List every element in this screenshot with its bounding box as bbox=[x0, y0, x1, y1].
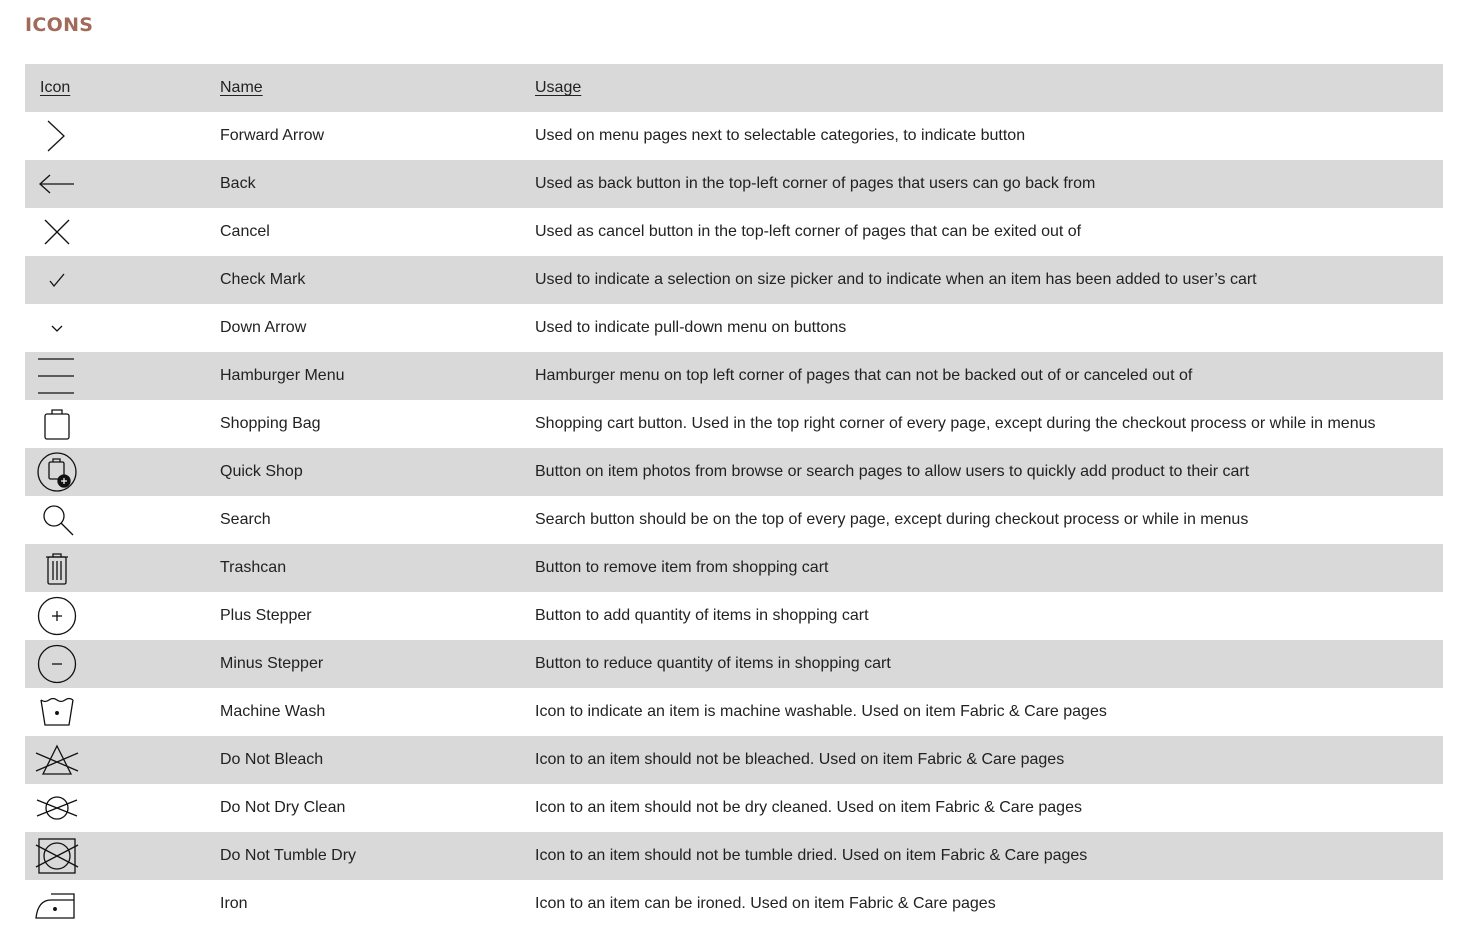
icon-usage: Button to reduce quantity of items in shopping cart bbox=[535, 655, 891, 672]
table-row bbox=[25, 352, 1443, 400]
icon-name: Cancel bbox=[220, 223, 270, 240]
icon-name: Do Not Bleach bbox=[220, 751, 324, 768]
do-not-bleach-icon bbox=[33, 740, 81, 780]
minus-stepper-icon bbox=[33, 644, 81, 684]
search-icon bbox=[33, 500, 81, 540]
icon-usage: Search button should be on the top of every page, except during checkout process or while in menus bbox=[535, 511, 1249, 528]
icon-name: Forward Arrow bbox=[220, 127, 325, 144]
icon-name: Down Arrow bbox=[220, 319, 307, 336]
icon-name: Check Mark bbox=[220, 271, 306, 288]
icon-name: Do Not Tumble Dry bbox=[220, 847, 357, 864]
table-row bbox=[25, 736, 1443, 784]
table-row bbox=[25, 208, 1443, 256]
icon-name: Back bbox=[220, 175, 256, 192]
icons-table bbox=[25, 64, 1443, 928]
table-row bbox=[25, 400, 1443, 448]
table-row bbox=[25, 496, 1443, 544]
icon-usage: Used as back button in the top-left corner of pages that users can go back from bbox=[535, 175, 1096, 192]
icon-usage: Icon to indicate an item is machine washable. Used on item Fabric & Care pages bbox=[535, 703, 1107, 720]
plus-stepper-icon bbox=[33, 596, 81, 636]
trashcan-icon bbox=[33, 548, 81, 588]
table-row bbox=[25, 304, 1443, 352]
icon-name: Shopping Bag bbox=[220, 415, 321, 432]
table-row bbox=[25, 784, 1443, 832]
page-title: ICONS bbox=[25, 14, 94, 36]
table-row bbox=[25, 112, 1443, 160]
forward-arrow-icon bbox=[33, 116, 81, 156]
icon-usage: Icon to an item should not be bleached. Used on item Fabric & Care pages bbox=[535, 751, 1065, 768]
icon-name: Iron bbox=[220, 895, 248, 912]
iron-icon bbox=[33, 884, 81, 924]
down-arrow-icon bbox=[33, 308, 81, 348]
table-row bbox=[25, 640, 1443, 688]
icon-name: Plus Stepper bbox=[220, 607, 312, 624]
icon-usage: Used to indicate a selection on size picker and to indicate when an item has been added to user’s cart bbox=[535, 271, 1257, 288]
column-header-name: Name bbox=[220, 79, 263, 96]
quick-shop-icon bbox=[33, 452, 81, 492]
table-header-row bbox=[25, 64, 1443, 112]
icon-name: Hamburger Menu bbox=[220, 367, 345, 384]
icon-name: Quick Shop bbox=[220, 463, 303, 480]
icon-usage: Button on item photos from browse or search pages to allow users to quickly add product to their cart bbox=[535, 463, 1250, 480]
icon-usage: Used on menu pages next to selectable categories, to indicate button bbox=[535, 127, 1026, 144]
check-mark-icon bbox=[33, 260, 81, 300]
table-row bbox=[25, 592, 1443, 640]
icon-usage: Button to remove item from shopping cart bbox=[535, 559, 829, 576]
icon-name: Machine Wash bbox=[220, 703, 326, 720]
icon-name: Search bbox=[220, 511, 271, 528]
do-not-dry-clean-icon bbox=[33, 788, 81, 828]
table-row bbox=[25, 160, 1443, 208]
table-row bbox=[25, 688, 1443, 736]
shopping-bag-icon bbox=[33, 404, 81, 444]
icon-name: Minus Stepper bbox=[220, 655, 324, 672]
icon-usage: Hamburger menu on top left corner of pages that can not be backed out of or canceled out of bbox=[535, 367, 1193, 384]
icon-name: Trashcan bbox=[220, 559, 287, 576]
table-row bbox=[25, 880, 1443, 928]
icon-usage: Used as cancel button in the top-left corner of pages that can be exited out of bbox=[535, 223, 1082, 240]
icon-usage: Button to add quantity of items in shopping cart bbox=[535, 607, 869, 624]
table-row bbox=[25, 832, 1443, 880]
icon-usage: Shopping cart button. Used in the top right corner of every page, except during the checkout process or while in menus bbox=[535, 415, 1376, 432]
icon-usage: Icon to an item should not be tumble dried. Used on item Fabric & Care pages bbox=[535, 847, 1088, 864]
table-row bbox=[25, 448, 1443, 496]
cancel-icon bbox=[33, 212, 81, 252]
do-not-tumble-dry-icon bbox=[33, 836, 81, 876]
machine-wash-icon bbox=[33, 692, 81, 732]
icon-usage: Icon to an item should not be dry cleaned. Used on item Fabric & Care pages bbox=[535, 799, 1082, 816]
icon-usage: Icon to an item can be ironed. Used on item Fabric & Care pages bbox=[535, 895, 996, 912]
icon-name: Do Not Dry Clean bbox=[220, 799, 346, 816]
table-row bbox=[25, 544, 1443, 592]
column-header-usage: Usage bbox=[535, 79, 582, 96]
table-row bbox=[25, 256, 1443, 304]
icon-usage: Used to indicate pull-down menu on buttons bbox=[535, 319, 847, 336]
column-header-icon: Icon bbox=[40, 79, 71, 96]
back-arrow-icon bbox=[33, 164, 81, 204]
hamburger-menu-icon bbox=[33, 356, 81, 396]
